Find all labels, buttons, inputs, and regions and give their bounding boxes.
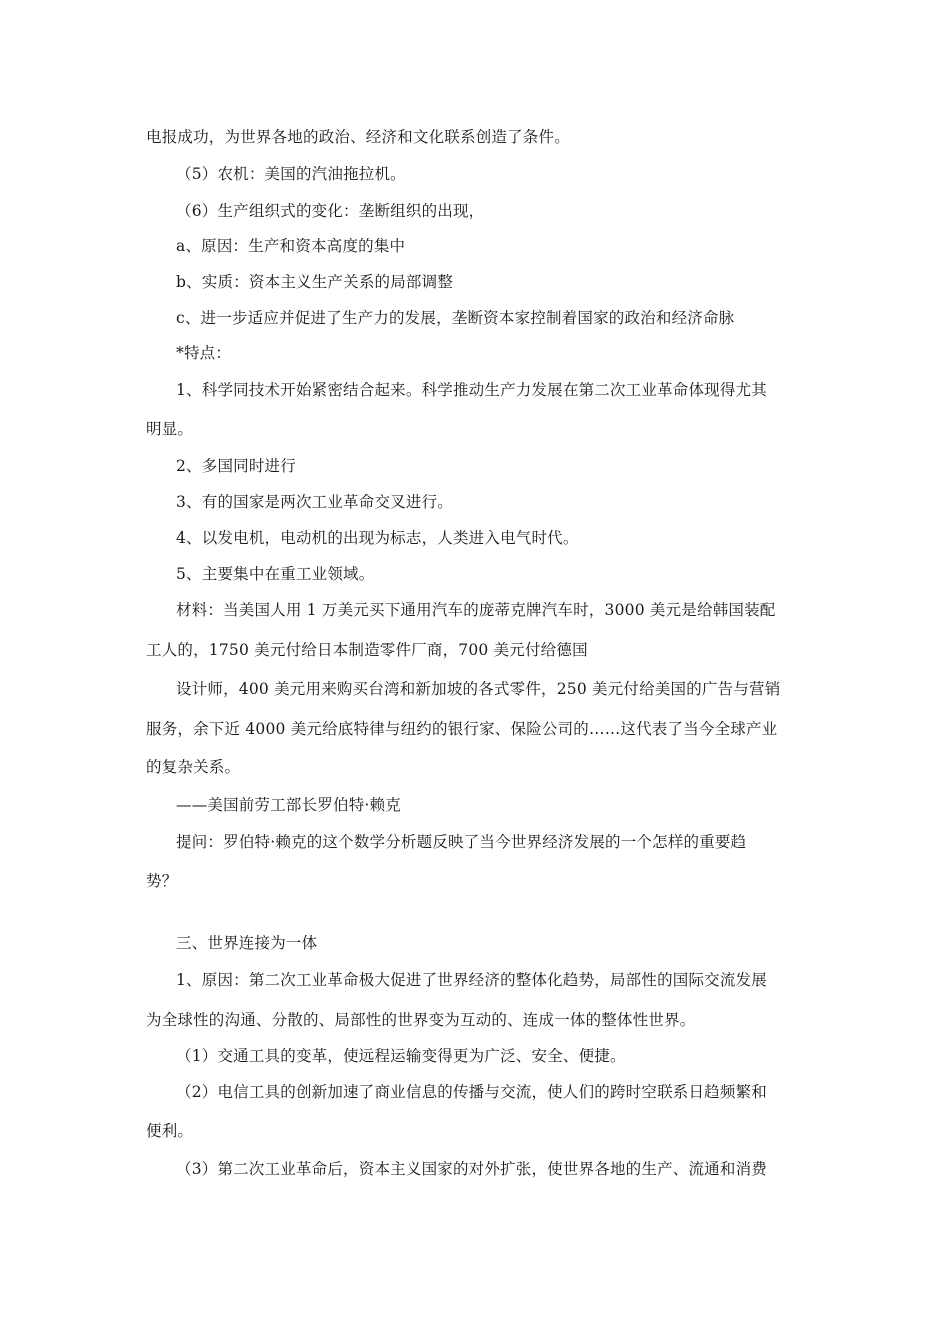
text-line: 便利。 [146,1122,194,1140]
text-line: 工人的，1750 美元付给日本制造零件厂商，700 美元付给德国 [146,641,588,659]
text-line: （6）生产组织式的变化：垄断组织的出现， [176,202,485,220]
text-line: c、进一步适应并促进了生产力的发展，垄断资本家控制着国家的政治和经济命脉 [176,309,735,327]
text-line: ——美国前劳工部长罗伯特·赖克 [176,796,401,814]
text-line: （5）农机：美国的汽油拖拉机。 [176,165,406,183]
text-line: 2、多国同时进行 [176,457,296,475]
text-line: 明显。 [146,420,194,438]
text-line: 提问：罗伯特·赖克的这个数学分析题反映了当今世界经济发展的一个怎样的重要趋 [176,833,747,851]
text-line: （3）第二次工业革命后，资本主义国家的对外扩张，使世界各地的生产、流通和消费 [176,1160,767,1178]
section-heading: 三、世界连接为一体 [176,934,318,952]
text-line: 为全球性的沟通、分散的、局部性的世界变为互动的、连成一体的整体性世界。 [146,1011,696,1029]
text-line: 3、有的国家是两次工业革命交叉进行。 [176,493,453,511]
text-line: a、原因：生产和资本高度的集中 [176,237,406,255]
text-line: 5、主要集中在重工业领域。 [176,565,375,583]
text-line: 电报成功，为世界各地的政治、经济和文化联系创造了条件。 [146,128,570,146]
text-line: b、实质：资本主义生产关系的局部调整 [176,273,454,291]
text-line: 设计师，400 美元用来购买台湾和新加坡的各式零件，250 美元付给美国的广告与营销 [176,680,781,698]
text-line: 材料：当美国人用 1 万美元买下通用汽车的庞蒂克牌汽车时，3000 美元是给韩国装配 [176,601,776,619]
text-line: 4、以发电机，电动机的出现为标志，人类进入电气时代。 [176,529,579,547]
text-line: 的复杂关系。 [146,758,241,776]
text-line: 服务，余下近 4000 美元给底特律与纽约的银行家、保险公司的……这代表了当今全球产业 [146,720,778,738]
text-line: （2）电信工具的创新加速了商业信息的传播与交流，使人们的跨时空联系日趋频繁和 [176,1083,767,1101]
text-line: 势？ [146,872,178,890]
text-line: 1、原因：第二次工业革命极大促进了世界经济的整体化趋势，局部性的国际交流发展 [176,971,767,989]
text-line: （1）交通工具的变革，使远程运输变得更为广泛、安全、便捷。 [176,1047,626,1065]
text-line: 1、科学同技术开始紧密结合起来。科学推动生产力发展在第二次工业革命体现得尤其 [176,381,767,399]
text-line: *特点： [176,344,232,362]
